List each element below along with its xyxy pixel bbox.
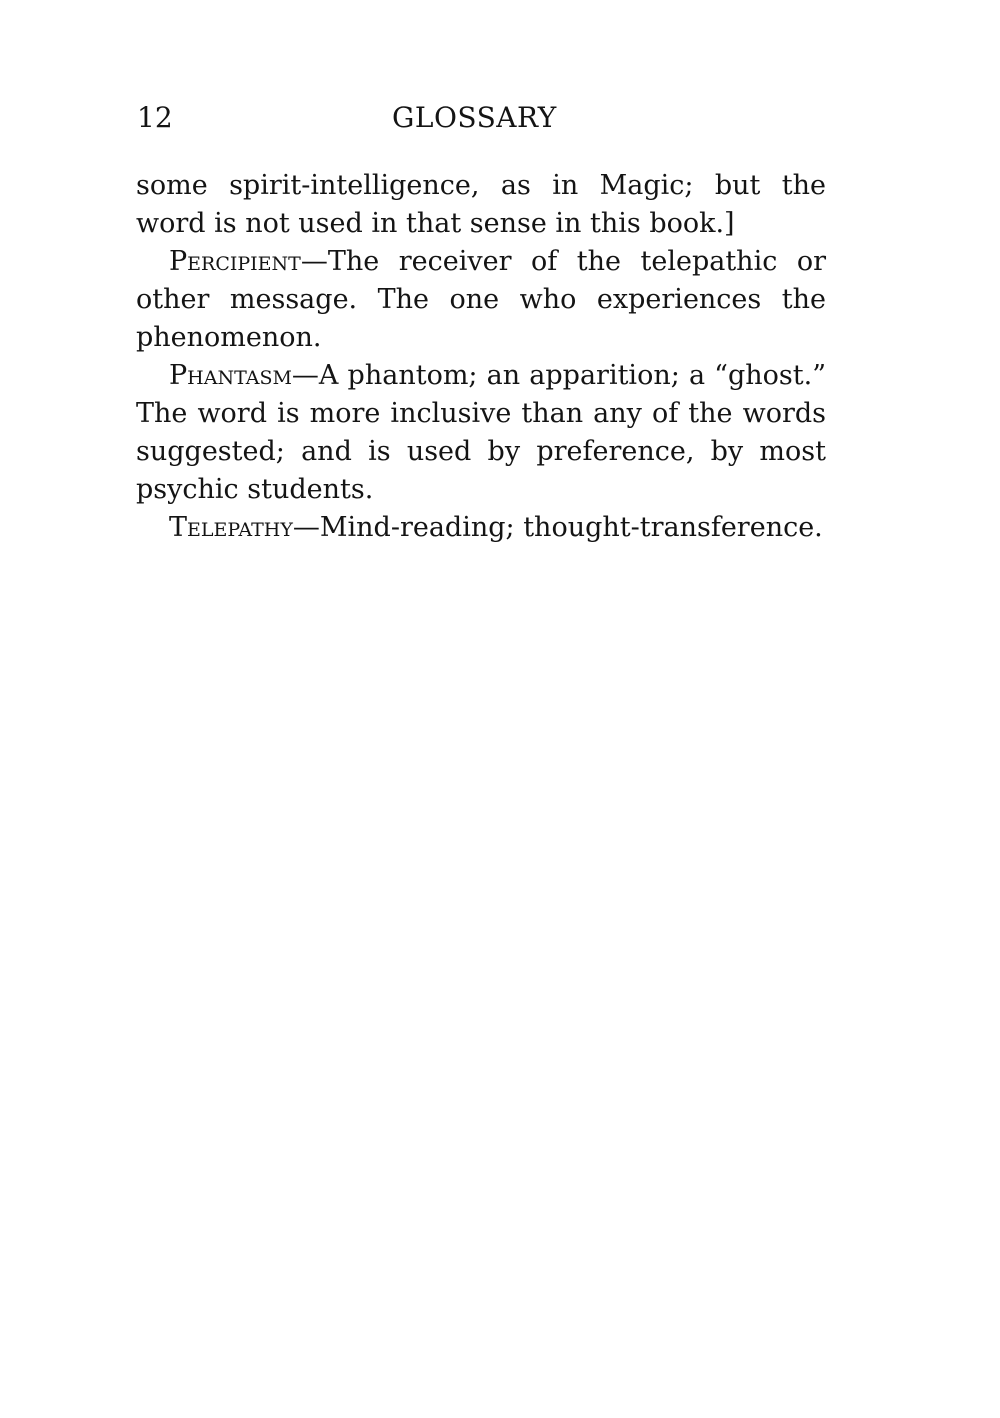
glossary-entry-phantasm <box>136 357 826 509</box>
glossary-definition: —Mind-reading; thought-transference. <box>292 512 823 543</box>
page-header <box>137 98 827 138</box>
glossary-definition: —The receiver of the telepathic or other message. The one who experiences the phenomenon. <box>136 246 826 353</box>
glossary-term: Phantasm <box>169 360 292 391</box>
continuation-text: some spirit-intelligence, as in Magic; but the word is not used in that sense in this book.] <box>136 170 826 239</box>
running-head: GLOSSARY <box>392 101 557 134</box>
glossary-definition: —A phantom; an apparition; a “ghost.” The word is more inclusive than any of the words suggested; and is used by preference, by most psychic students. <box>136 360 826 505</box>
glossary-term: Percipient <box>169 246 301 277</box>
glossary-term: Telepathy <box>169 512 293 543</box>
page-number: 12 <box>137 101 173 134</box>
glossary-entry-telepathy <box>136 509 826 547</box>
glossary-body <box>136 167 826 547</box>
continuation-paragraph <box>136 167 826 243</box>
glossary-entry-percipient <box>136 243 826 357</box>
